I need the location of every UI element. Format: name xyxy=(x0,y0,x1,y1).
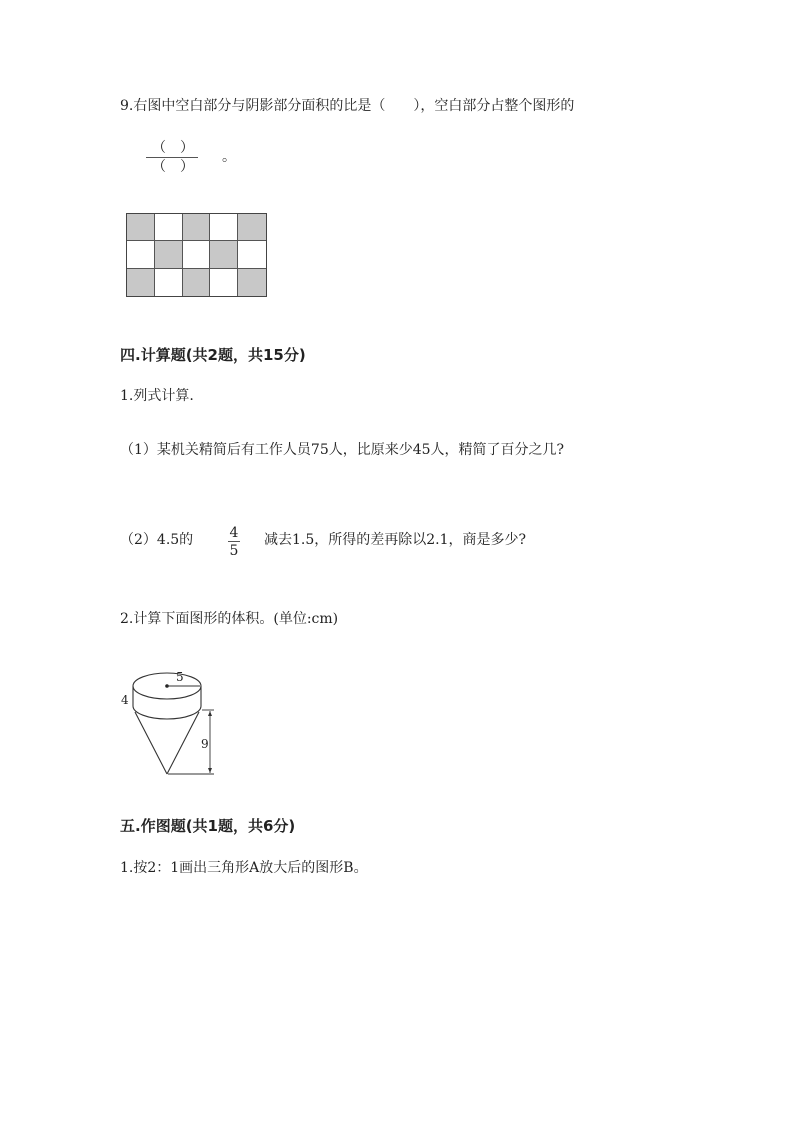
section4-heading: 四.计算题(共2题，共15分) xyxy=(120,346,306,364)
s4-q1-part1: （1）某机关精简后有工作人员75人，比原来少45人，精简了百分之几? xyxy=(120,442,565,458)
grid-cell-shaded xyxy=(210,241,238,268)
s4-q1-title: 1.列式计算. xyxy=(120,388,194,404)
grid-cell-shaded xyxy=(127,214,155,241)
grid-cell-blank xyxy=(210,214,238,241)
fraction-denominator: 5 xyxy=(229,543,239,559)
grid-cell-blank xyxy=(155,269,183,296)
s5-q1: 1.按2：1画出三角形A放大后的图形B。 xyxy=(120,860,368,876)
grid-cell-shaded xyxy=(155,241,183,268)
grid-cell-blank xyxy=(155,214,183,241)
radius-label: 5 xyxy=(176,670,184,684)
shaded-grid-figure xyxy=(126,213,267,297)
q9-fraction-numerator: （ ） xyxy=(152,140,194,156)
grid-cell-shaded xyxy=(127,269,155,296)
grid-cell-blank xyxy=(210,269,238,296)
cylinder-height-label: 4 xyxy=(121,693,129,707)
grid-cell-blank xyxy=(127,241,155,268)
cylinder-cone-figure xyxy=(116,664,236,784)
q9-fraction-denominator: （ ） xyxy=(152,159,194,175)
grid-cell-blank xyxy=(238,241,266,268)
s4-q1-part2-suffix: 减去1.5，所得的差再除以2.1，商是多少? xyxy=(264,532,527,548)
q9-period: 。 xyxy=(222,149,236,165)
grid-cell-shaded xyxy=(183,214,211,241)
q9-text: 9.右图中空白部分与阴影部分面积的比是（ ），空白部分占整个图形的 xyxy=(120,98,575,114)
cone-height-label: 9 xyxy=(201,737,209,751)
q9-fraction-line xyxy=(146,157,198,158)
fraction-line xyxy=(228,541,240,542)
s4-q2-title: 2.计算下面图形的体积。(单位:cm) xyxy=(120,611,339,627)
s4-q1-part2-prefix: （2）4.5的 xyxy=(120,532,194,548)
grid-cell-blank xyxy=(183,241,211,268)
section5-heading: 五.作图题(共1题，共6分) xyxy=(120,817,296,835)
grid-cell-shaded xyxy=(238,269,266,296)
fraction-numerator: 4 xyxy=(229,525,239,541)
grid-cell-shaded xyxy=(183,269,211,296)
grid-cell-shaded xyxy=(238,214,266,241)
